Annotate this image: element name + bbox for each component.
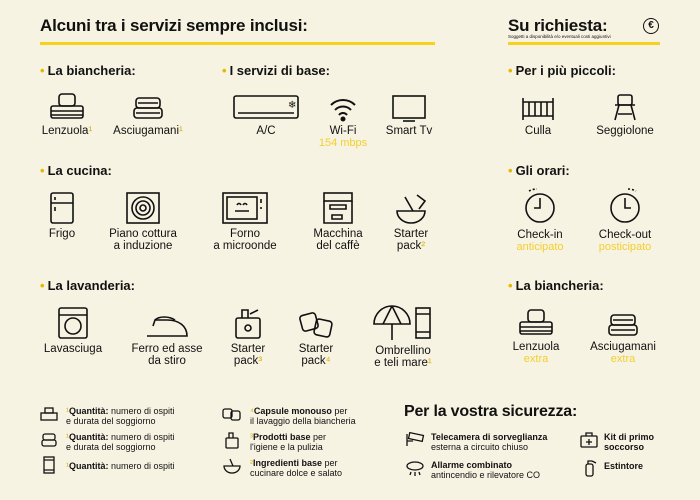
right-title-underline: [508, 42, 660, 45]
section-orari: • Gli orari:: [508, 163, 570, 178]
iron-icon: [143, 312, 191, 340]
cctv-icon: [405, 432, 425, 448]
fridge-icon: [49, 191, 75, 225]
extinguisher-icon: [580, 459, 598, 477]
cleaning-small-icon: [222, 431, 242, 449]
item-smart-tv: Smart Tv: [374, 94, 444, 137]
air-conditioner-icon: [232, 94, 300, 122]
microwave-icon: [221, 191, 269, 225]
right-subtitle: Soggetti a disponibilità e/o eventuali costi aggiuntivi: [508, 34, 611, 39]
clock-back-icon: [520, 186, 560, 226]
item-culla: Culla: [510, 92, 566, 137]
item-starter-pack-pulizia: Starter pack³: [220, 306, 276, 367]
bed-linen-icon: [516, 306, 556, 338]
section-servizi: • I servizi di base:: [222, 63, 330, 78]
clock-forward-icon: [605, 186, 645, 226]
section-lavanderia: • La lavanderia:: [40, 278, 135, 293]
item-asciugamani-extra: Asciugamani extra: [580, 312, 666, 365]
section-biancheria-right: • La biancheria:: [508, 278, 604, 293]
crib-icon: [520, 92, 556, 122]
bed-linen-icon: [47, 90, 87, 122]
euro-icon: €: [643, 18, 659, 34]
legend-row-1: ¹Quantità: numero di ospiti e durata del soggiorno: [40, 406, 220, 426]
item-asciugamani: Asciugamani¹: [105, 90, 191, 137]
section-biancheria: • La biancheria:: [40, 63, 136, 78]
security-cctv: Telecamera di sorveglianza esterna a circuito chiuso: [405, 432, 575, 452]
item-macchina-caffe: Macchina del caffè: [300, 191, 376, 252]
svg-text:❄: ❄: [288, 100, 297, 111]
high-chair-icon: [610, 92, 640, 122]
item-check-in: Check-in anticipato: [505, 186, 575, 253]
item-ac: ❄ A/C: [228, 94, 304, 137]
section-cucina: • La cucina:: [40, 163, 112, 178]
item-ombrellino: Ombrellino e teli mare¹: [362, 304, 444, 369]
left-title: Alcuni tra i servizi sempre inclusi:: [40, 16, 308, 35]
item-piano-cottura: Piano cottura a induzione: [96, 191, 190, 252]
security-first-aid: Kit di primo soccorso: [580, 432, 680, 452]
legend-row-3: ¹Quantità: numero di ospiti: [40, 458, 220, 471]
wifi-icon: [328, 96, 358, 122]
first-aid-icon: [580, 432, 598, 448]
item-starter-pack-cucina: Starter pack²: [378, 191, 444, 252]
security-extinguisher: Estintore: [580, 460, 680, 471]
tv-icon: [391, 94, 427, 122]
item-starter-pack-capsule: Starter pack⁴: [288, 306, 344, 367]
item-lenzuola-extra: Lenzuola extra: [505, 306, 567, 365]
pods-small-icon: [222, 406, 242, 422]
detergent-pods-icon: [298, 306, 334, 340]
right-title: Su richiesta:: [508, 16, 608, 35]
towels-icon: [128, 90, 168, 122]
legend2-row-2: ³Prodotti base per l'igiene e la pulizia: [222, 432, 402, 452]
smoke-alarm-icon: [405, 460, 425, 478]
bowl-small-icon: [222, 457, 242, 475]
towels-small-icon: [40, 432, 58, 448]
item-lavasciuga: Lavasciuga: [38, 306, 108, 355]
linen-small-icon: [40, 406, 58, 422]
legend2-row-1: ⁴Capsule monouso per il lavaggio della biancheria: [222, 406, 402, 426]
beach-towel-small-icon: [40, 456, 58, 474]
section-piccoli: • Per i più piccoli:: [508, 63, 616, 78]
cleaning-pack-icon: [230, 306, 266, 340]
item-ferro: Ferro ed asse da stiro: [122, 312, 212, 367]
item-check-out: Check-out posticipato: [588, 186, 662, 253]
security-alarm: Allarme combinato antincendio e rilevatore CO: [405, 460, 575, 480]
left-title-underline: [40, 42, 435, 45]
towels-icon: [603, 312, 643, 338]
legend-row-2: ¹Quantità: numero di ospiti e durata del soggiorno: [40, 432, 220, 452]
induction-hob-icon: [125, 191, 161, 225]
coffee-machine-icon: [321, 191, 355, 225]
item-wifi: Wi-Fi 154 mbps: [305, 96, 381, 149]
item-seggiolone: Seggiolone: [587, 92, 663, 137]
item-forno: Forno a microonde: [204, 191, 286, 252]
item-lenzuola: Lenzuola¹: [38, 90, 96, 137]
beach-umbrella-icon: [372, 304, 434, 342]
legend2-row-3: ²Ingredienti base per cucinare dolce e salato: [222, 458, 402, 478]
cooking-pack-icon: [391, 191, 431, 225]
security-title: Per la vostra sicurezza:: [404, 403, 578, 420]
item-frigo: Frigo: [40, 191, 84, 240]
washer-dryer-icon: [57, 306, 89, 340]
